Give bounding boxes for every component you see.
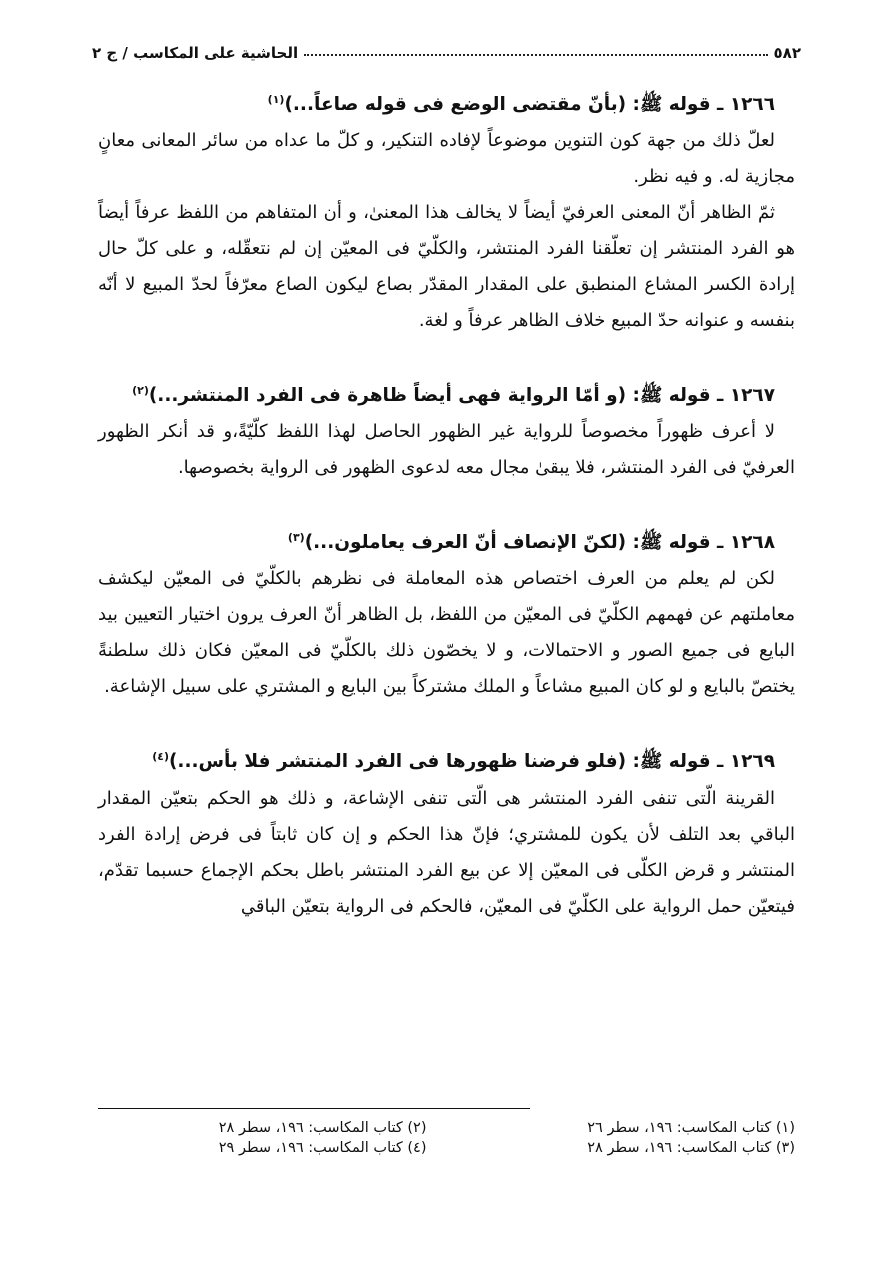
- entry-paragraph: لعلّ ذلك من جهة كون التنوين موضوعاً لإفاده التنكير، و كلّ ما عداه من سائر المعانى معانٍ مجازية له. و فيه نظر.: [98, 130, 795, 188]
- entry-heading-text: ١٢٦٨ ـ قوله ﷺ: (لكنّ الإنصاف أنّ العرف يعاملون...): [304, 532, 775, 554]
- entry-heading-text: ١٢٦٧ ـ قوله ﷺ: (و أمّا الرواية فهى أيضاً ظاهرة فى الفرد المنتشر...): [148, 385, 775, 407]
- commentary-entry-1266: [98, 82, 795, 339]
- running-header: [92, 34, 801, 62]
- footnote-marker: (٢): [132, 384, 149, 398]
- entry-heading: [98, 82, 795, 123]
- footnote-marker: (١): [267, 93, 285, 106]
- main-text: [98, 82, 795, 925]
- entry-heading: [98, 520, 795, 561]
- entry-paragraph: لا أعرف ظهوراً مخصوصاً للرواية غير الظهور الحاصل لهذا اللفظ كلّيّةً،و قد أنكر الظهور العرفيّ فى الفرد المنتشر، فلا يبقىٰ مجال معه لدعوى الظهور فى الرواية بخصوصها.: [98, 421, 795, 479]
- entry-paragraph: القرينة الّتى تنفى الفرد المنتشر هى الّتى تنفى الإشاعة، و ذلك هو الحكم بتعيّن المقدار الباقي بعد التلف لأن يكون للمشتري؛ فإنّ هذا الحكم و إن كان ثابتاً فى فرض إرادة الفرد المنتشر و قرض الكلّى فى المعيّن إلا عن بيع الفرد المنتشر باطل بحكم الإجماع حسبما تقدّم، فيتعيّن حمل الرواية على الكلّيّ فى المعيّن، فالحكم فى الرواية بتعيّن الباقي: [98, 787, 795, 917]
- entry-paragraph: لكن لم يعلم من العرف اختصاص هذه المعاملة فى نظرهم بالكلّيّ فى المعيّن ليكشف معاملتهم عن فهمهم الكلّيّ فى المعيّن من اللفظ، بل الظاهر أنّ العرف يرون اختيار التعيين بيد البايع فى جميع الصور و الاحتمالات، و لا يخصّون ذلك بالكلّيّ فى المعيّن فكان ذلك سلطنةً يختصّ بالبايع و لو كان المبيع مشاعاً و الملك مشتركاً بين البايع و المشتري على سبيل الإشاعة.: [98, 568, 795, 698]
- commentary-entry-1269: [98, 739, 795, 924]
- footnote-marker: (٣): [287, 531, 305, 545]
- running-title: الحاشية على المكاسب / ج ٢: [92, 44, 299, 62]
- entry-heading: [98, 739, 795, 780]
- entry-heading-text: ١٢٦٦ ـ قوله ﷺ: (بأنّ مقتضى الوضع فى قوله صاعاً...): [284, 94, 775, 116]
- footnote-marker: (٤): [152, 750, 169, 764]
- entry-heading-text: ١٢٦٩ ـ قوله ﷺ: (فلو فرضنا ظهورها فى الفرد المنتشر فلا بأس...): [168, 751, 775, 773]
- entry-heading: [98, 373, 795, 414]
- footnote-separator: [98, 1108, 530, 1109]
- header-dot-leader: [304, 54, 767, 56]
- footnote-2: (٢) كتاب المكاسب: ١٩٦، سطر ٢٨: [218, 1120, 427, 1136]
- page-number: ٥٨٢: [773, 44, 801, 62]
- commentary-entry-1268: [98, 520, 795, 705]
- entry-paragraph: ثمّ الظاهر أنّ المعنى العرفيّ أيضاً لا يخالف هذا المعنىٰ، و أن المتفاهم من اللفظ عرفاً أيضاً هو الفرد المنتشر إن تعلّقنا الفرد المنتشر، والكلّيّ فى المعيّن إن لم نتعقّله، و على كلّ حال إرادة الكسر المشاع المنطبق على المقدار المقدّر بصاع ليكون الصاع معرّفاً لحدّ المبيع لا أنّه بنفسه و عنوانه حدّ المبيع خلاف الظاهر عرفاً و لغة.: [98, 202, 795, 332]
- footnotes: [98, 1120, 795, 1156]
- footnote-4: (٤) كتاب المكاسب: ١٩٦، سطر ٢٩: [218, 1140, 427, 1156]
- footnote-3: (٣) كتاب المكاسب: ١٩٦، سطر ٢٨: [587, 1140, 795, 1156]
- footnote-1: (١) كتاب المكاسب: ١٩٦، سطر ٢٦: [587, 1120, 795, 1136]
- commentary-entry-1267: [98, 373, 795, 486]
